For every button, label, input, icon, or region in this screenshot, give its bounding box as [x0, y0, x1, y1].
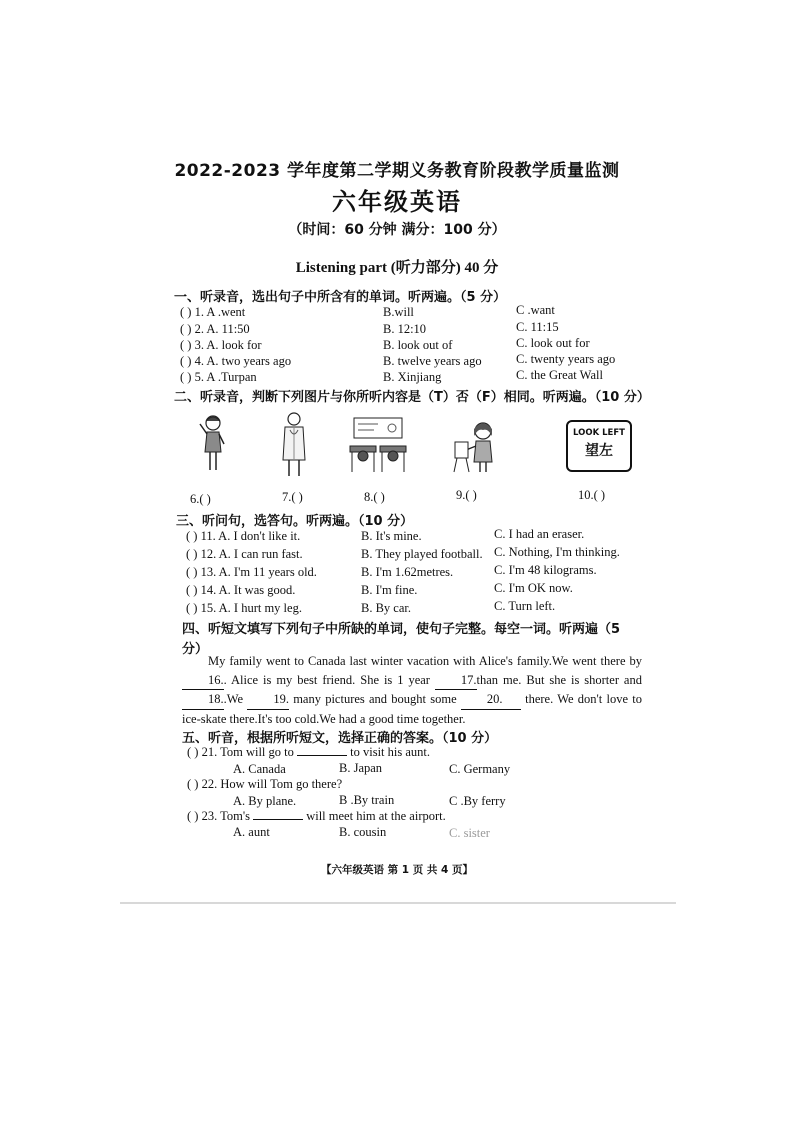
q12-option-b: B. They played football. — [361, 547, 483, 561]
subject-title: 六年级英语 — [332, 187, 462, 216]
q23-option-a: A. aunt — [233, 825, 270, 839]
girl-waving-icon — [196, 412, 230, 474]
picture-answer-10: 10.( ) — [578, 488, 606, 502]
q14-option-b: B. I'm fine. — [361, 583, 418, 597]
exam-title: 2022-2023 学年度第二学期义务教育阶段教学质量监测 — [174, 161, 620, 181]
q11-stem: ( ) 11. A. I don't like it. — [186, 529, 301, 543]
q13-option-b: B. I'm 1.62metres. — [361, 565, 454, 579]
section4-heading: 四、听短文填写下列句子中所缺的单词，使句子完整。每空一词。听两遍（5 — [182, 622, 621, 637]
q22-option-b: B .By train — [339, 793, 395, 807]
q21-option-b: B. Japan — [339, 761, 383, 775]
q2-stem: ( ) 2. A. 11:50 — [180, 322, 250, 336]
q4-option-c: C. twenty years ago — [516, 352, 616, 366]
q15-option-b: B. By car. — [361, 601, 411, 615]
q15-option-c: C. Turn left. — [494, 599, 556, 613]
q12-stem: ( ) 12. A. I can run fast. — [186, 547, 303, 561]
section4-passage — [182, 652, 642, 728]
q21-stem — [187, 745, 430, 760]
section5-heading: 五、听音，根据所听短文，选择正确的答案。（10 分） — [182, 731, 498, 746]
q21-option-c: C. Germany — [449, 762, 511, 776]
time-score-info: （时间：60 分钟 满分：100 分） — [288, 222, 506, 238]
q14-option-c: C. I'm OK now. — [494, 581, 573, 595]
q22-option-a: A. By plane. — [233, 794, 297, 808]
q5-option-c: C. the Great Wall — [516, 368, 603, 382]
q22-option-c: C .By ferry — [449, 794, 506, 808]
q5-option-b: B. Xinjiang — [383, 370, 442, 384]
q23-option-c: C. sister — [449, 826, 490, 840]
blank-16[interactable]: 16. — [182, 671, 224, 691]
q1-option-c: C .want — [516, 303, 555, 317]
look-left-sign-icon — [566, 420, 632, 472]
picture-answer-8: 8.( ) — [364, 490, 385, 504]
section1-heading: 一、听录音，选出句子中所含有的单词。听两遍。（5 分） — [174, 290, 507, 305]
q3-option-c: C. look out for — [516, 336, 590, 350]
q1-stem: ( ) 1. A .went — [180, 305, 246, 319]
page-divider — [120, 902, 676, 904]
q23-option-b: B. cousin — [339, 825, 387, 839]
q21-option-a: A. Canada — [233, 762, 286, 776]
q14-stem: ( ) 14. A. It was good. — [186, 583, 296, 597]
passage-text-6: there. We don't love to ice-skate there.It's too cold.We had a good time together. — [182, 692, 642, 726]
q23-stem-a: ( ) 23. Tom's — [187, 809, 254, 823]
q21-blank[interactable] — [297, 755, 347, 756]
section3-heading: 三、听问句，选答句。听两遍。（10 分） — [176, 514, 414, 529]
blank-18[interactable]: 18. — [182, 690, 224, 710]
section2-heading: 二、听录音，判断下列图片与你所听内容是（T）否（F）相同。听两遍。（10 分） — [174, 390, 650, 405]
q5-stem: ( ) 5. A .Turpan — [180, 370, 257, 384]
q11-option-b: B. It's mine. — [361, 529, 422, 543]
q23-stem — [187, 809, 446, 824]
girl-painting-icon — [452, 420, 502, 474]
doctor-icon — [278, 410, 310, 478]
q22-stem: ( ) 22. How will Tom go there? — [187, 777, 343, 791]
q4-option-b: B. twelve years ago — [383, 354, 482, 368]
q21-stem-b: to visit his aunt. — [347, 745, 431, 759]
picture-answer-6: 6.( ) — [190, 492, 211, 506]
q11-option-c: C. I had an eraser. — [494, 527, 585, 541]
q4-stem: ( ) 4. A. two years ago — [180, 354, 292, 368]
page-footer: 【六年级英语 第 1 页 共 4 页】 — [320, 864, 474, 876]
blank-17[interactable]: 17. — [435, 671, 477, 691]
sign-text-cn: 望左 — [585, 443, 613, 459]
q15-stem: ( ) 15. A. I hurt my leg. — [186, 601, 302, 615]
passage-text-2: . Alice is my best friend. She is 1 year — [223, 672, 435, 687]
q23-stem-b: will meet him at the airport. — [303, 809, 446, 823]
passage-text-3: than me. But she is shorter and — [476, 672, 642, 687]
q21-stem-a: ( ) 21. Tom will go to — [187, 745, 298, 759]
blank-20[interactable]: 20. — [461, 690, 521, 710]
q2-option-b: B. 12:10 — [383, 322, 427, 336]
q13-stem: ( ) 13. A. I'm 11 years old. — [186, 565, 317, 579]
q1-option-b: B.will — [383, 305, 414, 319]
blank-19[interactable]: 19. — [247, 690, 289, 710]
picture-answer-9: 9.( ) — [456, 488, 477, 502]
sign-text-en: LOOK LEFT — [573, 428, 625, 438]
q13-option-c: C. I'm 48 kilograms. — [494, 563, 597, 577]
passage-text-1: My family went to Canada last winter vacation with Alice's family.We went there by — [208, 654, 642, 668]
classroom-icon — [348, 416, 408, 474]
q3-option-b: B. look out of — [383, 338, 453, 352]
passage-text-5: many pictures and bought some — [288, 692, 461, 706]
section4-heading-cont: 分） — [182, 642, 209, 657]
q23-blank[interactable] — [253, 819, 303, 820]
q12-option-c: C. Nothing, I'm thinking. — [494, 545, 620, 559]
listening-part-title: Listening part (听力部分) 40 分 — [295, 260, 499, 276]
q2-option-c: C. 11:15 — [516, 320, 559, 334]
picture-answer-7: 7.( ) — [282, 490, 303, 504]
q3-stem: ( ) 3. A. look for — [180, 338, 262, 352]
passage-text-4: .We — [223, 692, 248, 706]
